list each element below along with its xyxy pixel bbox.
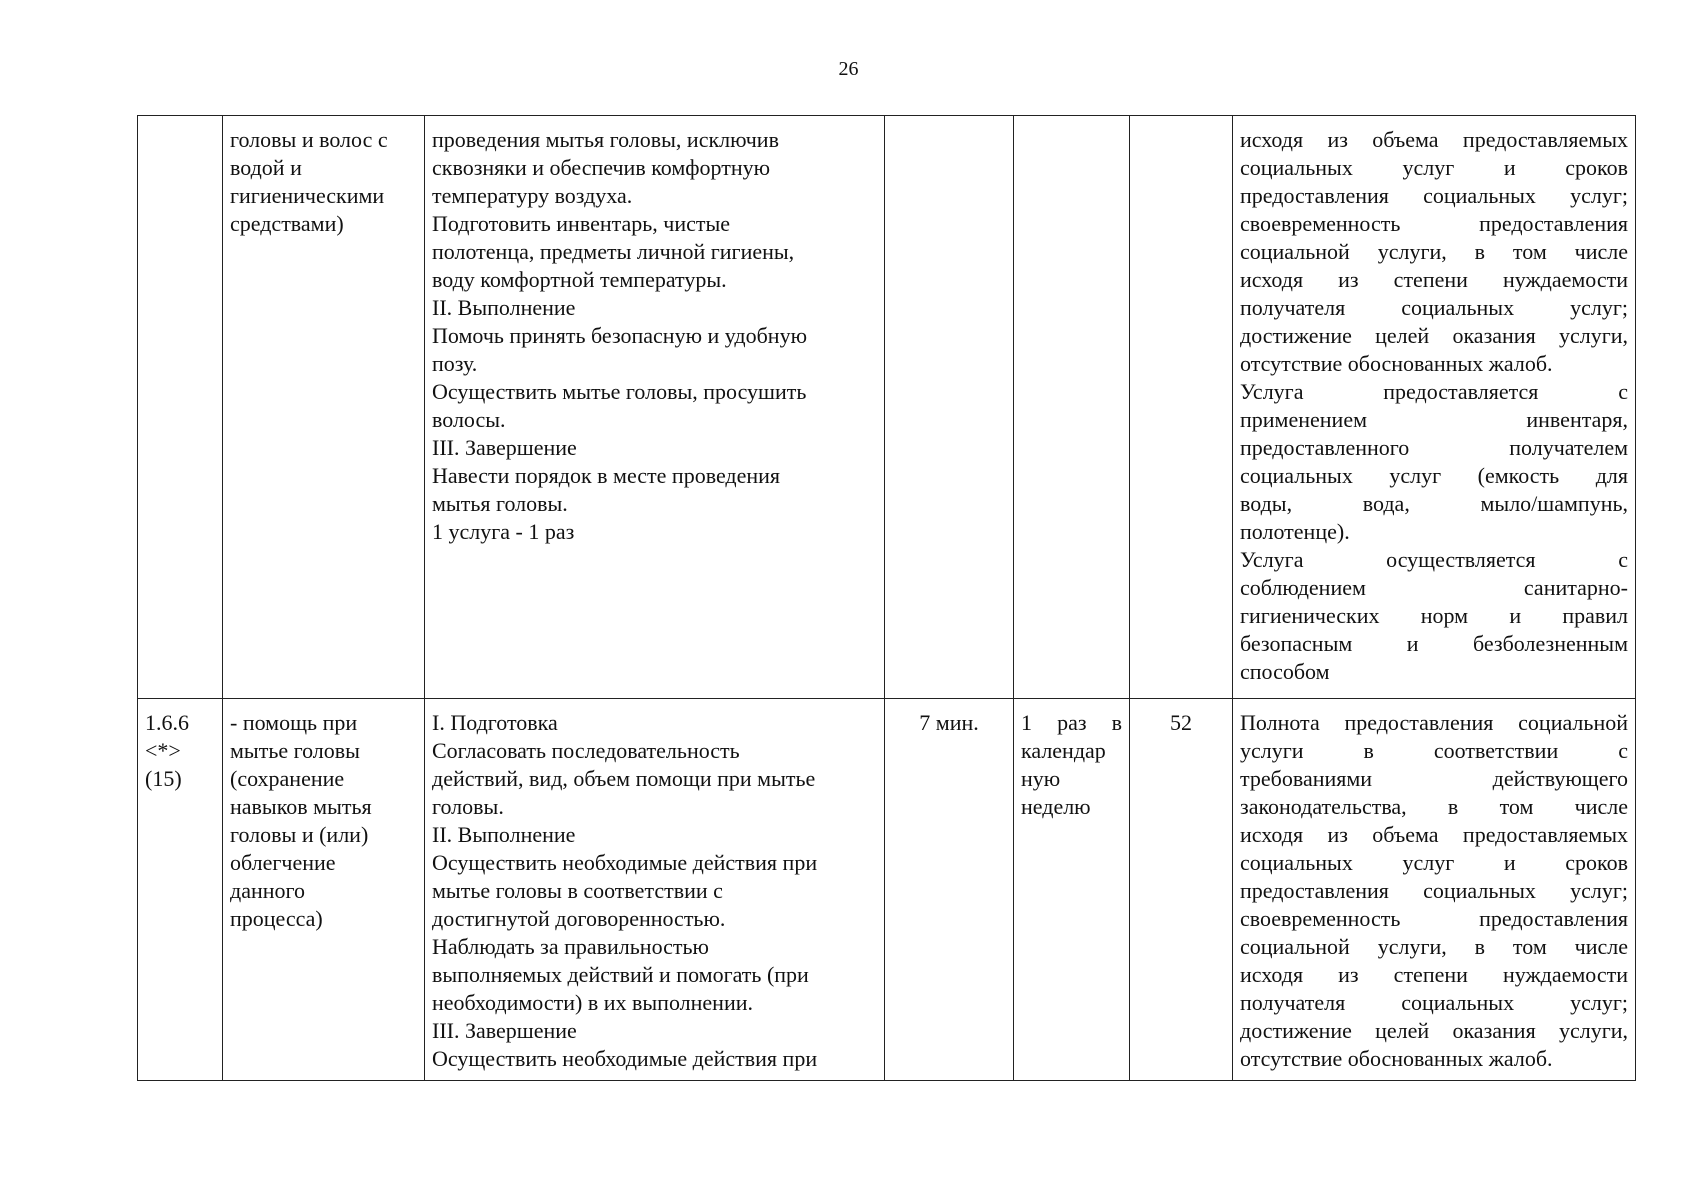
text-line: предоставленного получателем — [1240, 435, 1628, 460]
service-number-cell — [138, 699, 223, 1081]
text-line: головы и (или) — [230, 822, 369, 847]
text-line: отсутствие обоснованных жалоб. — [1240, 1046, 1553, 1071]
text-line: сквозняки и обеспечив комфортную — [432, 155, 771, 180]
services-table — [137, 115, 1636, 1081]
page-number: 26 — [838, 58, 859, 80]
text-line: отсутствие обоснованных жалоб. — [1240, 351, 1553, 376]
text-line: Осуществить необходимые действия при — [432, 850, 818, 875]
text-line: позу. — [432, 351, 478, 376]
service-count-cell: 52 — [1130, 699, 1233, 1081]
text-line: действий, вид, объем помощи при мытье — [432, 766, 816, 791]
text-line: Согласовать последовательность — [432, 738, 740, 763]
text-line: Полнота предоставления социальной — [1240, 710, 1628, 735]
text-line: социальных услуг (емкость для — [1240, 463, 1628, 488]
service-time-cell — [885, 116, 1014, 699]
text-line: Навести порядок в месте проведения — [432, 463, 781, 488]
text-line: волосы. — [432, 407, 506, 432]
text-line: выполняемых действий и помогать (при — [432, 962, 809, 987]
service-description-cell — [425, 699, 885, 1081]
text-line: исходя из объема предоставляемых — [1240, 127, 1628, 152]
service-number-cell — [138, 116, 223, 699]
text-line: своевременность предоставления — [1240, 211, 1628, 236]
text-line: головы. — [432, 794, 504, 819]
text-line: Подготовить инвентарь, чистые — [432, 211, 731, 236]
text-line: достижение целей оказания услуги, — [1240, 323, 1628, 348]
text-line: ную — [1021, 766, 1061, 791]
text-line: I. Подготовка — [432, 710, 558, 735]
text-line: законодательства, в том числе — [1240, 794, 1628, 819]
service-count-cell — [1130, 116, 1233, 699]
text-line: II. Выполнение — [432, 822, 576, 847]
text-line: социальных услуг и сроков — [1240, 850, 1628, 875]
text-line: Осуществить необходимые действия при — [432, 1046, 818, 1071]
text-line: - помощь при — [230, 710, 358, 735]
text-line: процесса) — [230, 906, 323, 931]
text-line: услуги в соответствии с — [1240, 738, 1628, 763]
text-line: социальной услуги, в том числе — [1240, 934, 1628, 959]
text-line: исходя из степени нуждаемости — [1240, 962, 1628, 987]
text-line: температуру воздуха. — [432, 183, 633, 208]
text-line: достигнутой договоренностью. — [432, 906, 726, 931]
text-line: мытье головы — [230, 738, 360, 763]
text-line: данного — [230, 878, 305, 903]
text-line: предоставления социальных услуг; — [1240, 878, 1628, 903]
text-line: 1 услуга - 1 раз — [432, 519, 575, 544]
text-line: мытье головы в соответствии с — [432, 878, 723, 903]
text-line: полотенца, предметы личной гигиены, — [432, 239, 795, 264]
text-line: <*> — [145, 738, 181, 763]
text-line: соблюдением санитарно- — [1240, 575, 1628, 600]
text-line: водой и — [230, 155, 302, 180]
text-line: Услуга предоставляется с — [1240, 379, 1628, 404]
text-line: III. Завершение — [432, 435, 577, 460]
text-line: 1 раз в — [1021, 710, 1122, 735]
text-line: социальной услуги, в том числе — [1240, 239, 1628, 264]
text-line: навыков мытья — [230, 794, 372, 819]
text-line: своевременность предоставления — [1240, 906, 1628, 931]
text-line: социальных услуг и сроков — [1240, 155, 1628, 180]
text-line: (сохранение — [230, 766, 345, 791]
text-line: предоставления социальных услуг; — [1240, 183, 1628, 208]
quality-criteria-cell — [1233, 116, 1636, 699]
service-periodicity-cell — [1014, 699, 1130, 1081]
text-line: Услуга осуществляется с — [1240, 547, 1628, 572]
text-line: календар — [1021, 738, 1106, 763]
text-line: средствами) — [230, 211, 344, 236]
text-line: достижение целей оказания услуги, — [1240, 1018, 1628, 1043]
text-line: применением инвентаря, — [1240, 407, 1628, 432]
text-line: полотенце). — [1240, 519, 1350, 544]
text-line: 1.6.6 — [145, 710, 189, 735]
text-line: необходимости) в их выполнении. — [432, 990, 753, 1015]
service-periodicity-cell — [1014, 116, 1130, 699]
text-line: Наблюдать за правильностью — [432, 934, 709, 959]
text-line: воду комфортной температуры. — [432, 267, 727, 292]
text-line: исходя из степени нуждаемости — [1240, 267, 1628, 292]
text-line: гигиенических норм и правил — [1240, 603, 1628, 628]
text-line: мытья головы. — [432, 491, 568, 516]
text-line: получателя социальных услуг; — [1240, 295, 1628, 320]
quality-criteria-cell — [1233, 699, 1636, 1081]
text-line: исходя из объема предоставляемых — [1240, 822, 1628, 847]
text-line: Помочь принять безопасную и удобную — [432, 323, 807, 348]
text-line: головы и волос с — [230, 127, 388, 152]
text-line: воды, вода, мыло/шампунь, — [1240, 491, 1628, 516]
text-line: безопасным и безболезненным — [1240, 631, 1628, 656]
text-line: Осуществить мытье головы, просушить — [432, 379, 807, 404]
text-line: (15) — [145, 766, 182, 791]
text-line: способом — [1240, 659, 1330, 684]
table-row — [138, 116, 1636, 699]
service-time-cell: 7 мин. — [885, 699, 1014, 1081]
service-name-cell — [223, 699, 425, 1081]
text-line: III. Завершение — [432, 1018, 577, 1043]
text-line: гигиеническими — [230, 183, 385, 208]
service-name-cell — [223, 116, 425, 699]
text-line: облегчение — [230, 850, 336, 875]
text-line: требованиями действующего — [1240, 766, 1628, 791]
table-row — [138, 699, 1636, 1081]
text-line: II. Выполнение — [432, 295, 576, 320]
text-line: неделю — [1021, 794, 1091, 819]
text-line: получателя социальных услуг; — [1240, 990, 1628, 1015]
service-description-cell — [425, 116, 885, 699]
text-line: проведения мытья головы, исключив — [432, 127, 779, 152]
